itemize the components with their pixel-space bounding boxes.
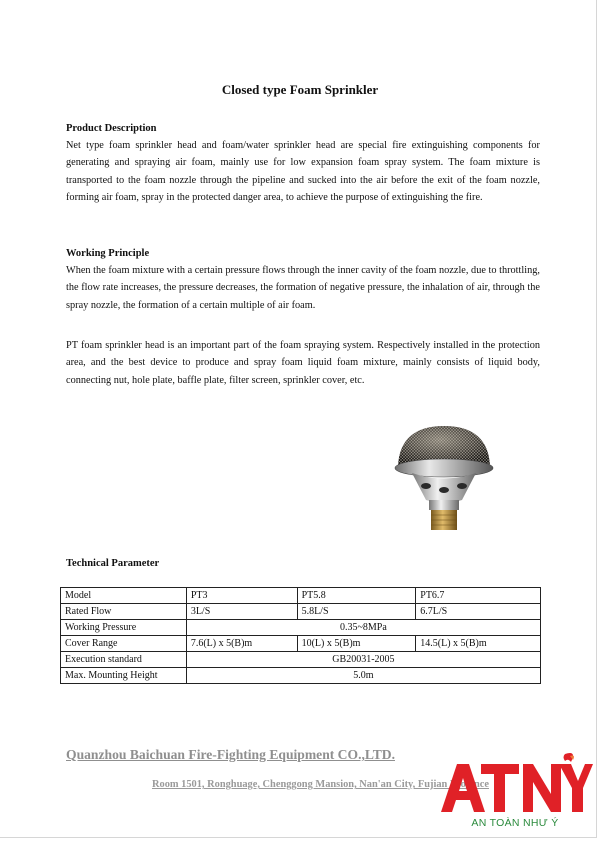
working-pressure-label: Working Pressure [61, 620, 187, 636]
working-principle-paragraph-2: PT foam sprinkler head is an important part of the foam spraying system. Respectively installed in the protection area, and the best device to produce and spray foam liquid foam mixture, mainly consists of liquid body, connecting nut, hole plate, baffle plate, filter screen, sprinkler cover, etc. [66, 340, 540, 386]
max-mounting-height-value: 5.0m [186, 668, 540, 684]
document-title: Closed type Foam Sprinkler [221, 82, 379, 97]
table-row [61, 668, 541, 684]
working-pressure-value: 0.35~8MPa [186, 620, 540, 636]
model-value: PT3 [186, 588, 297, 604]
product-description-heading: Product Description [66, 123, 157, 134]
cover-range-value: 14.5(L) x 5(B)m [416, 636, 541, 652]
rated-flow-value: 6.7L/S [416, 604, 541, 620]
table-row [61, 636, 541, 652]
rated-flow-value: 5.8L/S [297, 604, 416, 620]
product-description-text: Net type foam sprinkler head and foam/water sprinkler head are special fire extinguishing components for generating and spraying air foam, mainly use for low expansion foam spray system. The foam mixture is transported to the foam nozzle through the pipeline and sucked into the air before the exit of the foam nozzle, forming air foam, spray in the protected danger area, to achieve the purpose of extinguishing the fire. [66, 140, 540, 204]
working-principle-heading: Working Principle [66, 248, 150, 259]
flame-icon [564, 753, 575, 762]
atny-letters [441, 764, 593, 812]
working-principle-paragraph-1: When the foam mixture with a certain pressure flows through the inner cavity of the foam nozzle, due to throttling, the flow rate increases, the pressure decreases, the formation of negative pressure, the inhalation of air, through the spray nozzle, the formation of a certain multiple of air foam. [66, 265, 540, 311]
table-row [61, 652, 541, 668]
execution-standard-value: GB20031-2005 [186, 652, 540, 668]
rated-flow-label: Rated Flow [61, 604, 187, 620]
company-name: Quanzhou Baichuan Fire-Fighting Equipment CO.,LTD. [66, 747, 395, 762]
table-row [61, 604, 541, 620]
cover-range-value: 10(L) x 5(B)m [297, 636, 416, 652]
cover-range-label: Cover Range [61, 636, 187, 652]
foam-sprinkler-photo [386, 418, 502, 534]
model-value: PT6.7 [416, 588, 541, 604]
technical-parameter-heading: Technical Parameter [66, 558, 160, 569]
company-address: Room 1501, Ronghuage, Chenggong Mansion, Nan'an City, Fujian Province [152, 779, 489, 790]
execution-standard-label: Execution standard [61, 652, 187, 668]
technical-parameter-table [60, 587, 541, 684]
model-value: PT5.8 [297, 588, 416, 604]
table-row [61, 620, 541, 636]
rated-flow-value: 3L/S [186, 604, 297, 620]
cover-range-value: 7.6(L) x 5(B)m [186, 636, 297, 652]
model-label: Model [61, 588, 187, 604]
max-mounting-height-label: Max. Mounting Height [61, 668, 187, 684]
table-row [61, 588, 541, 604]
atny-tagline: AN TOÀN NHƯ Ý [471, 817, 559, 829]
